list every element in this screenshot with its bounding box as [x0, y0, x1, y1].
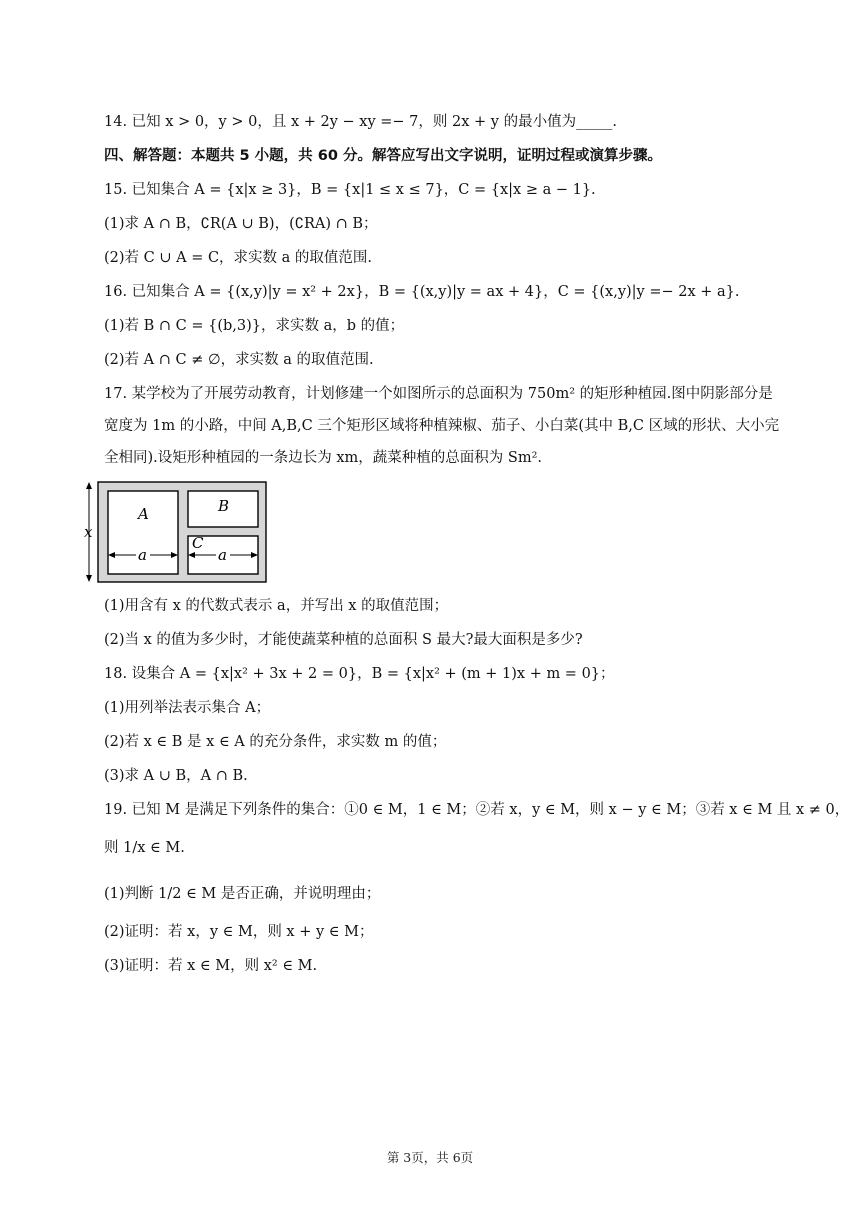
q14-text: 14. 已知 x > 0，y > 0，且 x + 2y − xy =− 7，则 2x + y 的最小值为_____.: [104, 114, 617, 130]
region-a-label: A: [138, 505, 149, 523]
q18-part3: (3)求 A ∪ B，A ∩ B.: [104, 768, 248, 784]
a-width-label-right: a: [218, 546, 227, 564]
q18-stem: 18. 设集合 A = {x|x² + 3x + 2 = 0}，B = {x|x² + (m + 1)x + m = 0}；: [104, 666, 615, 682]
q17-part1: (1)用含有 x 的代数式表示 a，并写出 x 的取值范围；: [104, 598, 449, 614]
q15-part2: (2)若 C ∪ A = C，求实数 a 的取值范围.: [104, 250, 373, 266]
q16-part1: (1)若 B ∩ C = {(b,3)}，求实数 a，b 的值；: [104, 318, 405, 334]
q16-part2: (2)若 A ∩ C ≠ ∅，求实数 a 的取值范围.: [104, 352, 374, 368]
q18-part2: (2)若 x ∈ B 是 x ∈ A 的充分条件，求实数 m 的值；: [104, 734, 447, 750]
page-footer: 第 3页，共 6页: [386, 1150, 474, 1165]
garden-diagram: [80, 478, 270, 586]
x-label: x: [84, 523, 93, 541]
q19-stem-cont: 则 1/x ∈ M.: [104, 840, 185, 856]
region-b-label: B: [218, 497, 230, 515]
section-heading: 四、解答题：本题共 5 小题，共 60 分。解答应写出文字说明，证明过程或演算步骤。: [104, 148, 662, 164]
q19-part2: (2)证明：若 x，y ∈ M，则 x + y ∈ M；: [104, 924, 374, 940]
q18-part1: (1)用列举法表示集合 A；: [104, 700, 271, 716]
q19-stem: 19. 已知 M 是满足下列条件的集合：①0 ∈ M，1 ∈ M；②若 x，y ∈ M，则 x − y ∈ M；③若 x ∈ M 且 x ≠ 0，: [104, 802, 850, 818]
q16-stem: 16. 已知集合 A = {(x,y)|y = x² + 2x}，B = {(x,y)|y = ax + 4}，C = {(x,y)|y =− 2x + a}.: [104, 284, 740, 300]
a-width-label-left: a: [138, 546, 147, 564]
q15-part1: (1)求 A ∩ B，∁R(A ∪ B)，(∁RA) ∩ B；: [104, 216, 378, 232]
q19-part3: (3)证明：若 x ∈ M，则 x² ∈ M.: [104, 958, 318, 974]
q17-stem: 17. 某学校为了开展劳动教育，计划修建一个如图所示的总面积为 750m² 的矩形种植园.图中阴影部分是宽度为 1m 的小路，中间 A,B,C 三个矩形区域将种植辣椒、茄子、小白菜(其中 B,C 区域的形状、大小完全相同).设矩形种植园的一条边长为 xm，蔬菜种植的总面积为 Sm².: [104, 386, 780, 466]
q15-stem: 15. 已知集合 A = {x|x ≥ 3}，B = {x|1 ≤ x ≤ 7}，C = {x|x ≥ a − 1}.: [104, 182, 596, 198]
q19-part1: (1)判断 1/2 ∈ M 是否正确，并说明理由；: [104, 886, 381, 902]
q17-part2: (2)当 x 的值为多少时，才能使蔬菜种植的总面积 S 最大?最大面积是多少?: [104, 632, 583, 648]
x-arrow-top: [86, 482, 92, 489]
region-c-label: C: [192, 534, 204, 552]
x-arrow-bottom: [86, 575, 92, 582]
